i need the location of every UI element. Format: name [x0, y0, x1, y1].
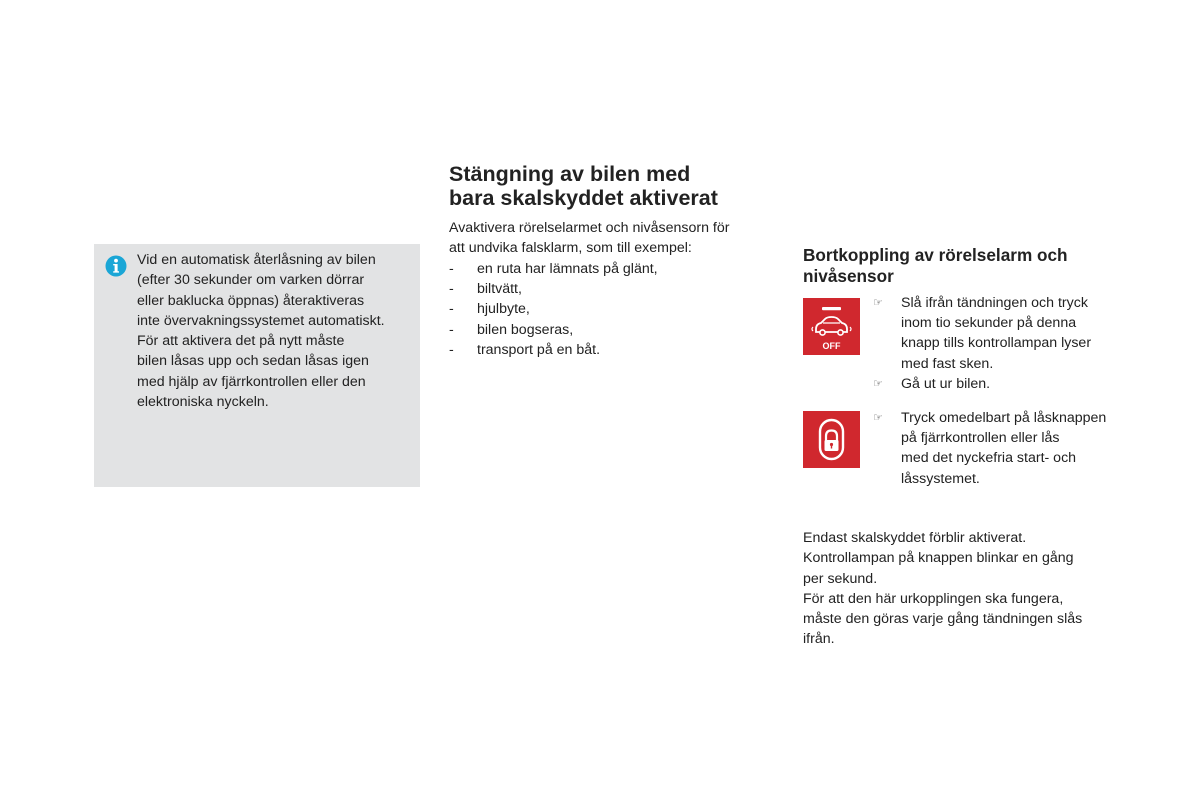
footer-line: För att den här urkopplingen ska fungera,: [803, 590, 1064, 607]
info-line: elektroniska nyckeln.: [137, 394, 269, 411]
step-line: Gå ut ur bilen.: [901, 375, 991, 392]
info-box: [94, 244, 420, 487]
step-line: inom tio sekunder på denna: [901, 315, 1077, 332]
list-item-text: biltvätt,: [477, 281, 522, 298]
pointing-hand-icon: ☞: [873, 412, 883, 424]
info-line: Vid en automatisk återlåsning av bilen: [137, 252, 376, 268]
step-line: med fast sken.: [901, 355, 994, 372]
intro-line: att undvika falsklarm, som till exempel:: [449, 240, 692, 257]
closing-intro: [449, 218, 769, 259]
off-label: OFF: [822, 341, 841, 351]
pointing-hand-icon: ☞: [873, 297, 883, 309]
section-title-closing: [449, 162, 779, 210]
info-line: inte övervakningssystemet automatiskt.: [137, 312, 385, 329]
section-title-disable: [803, 245, 1143, 286]
list-item-text: hjulbyte,: [477, 301, 530, 318]
info-icon: [105, 255, 127, 277]
step-line: med det nyckefria start- och: [901, 450, 1077, 467]
list-item-text: bilen bogseras,: [477, 321, 574, 338]
footer-line: Endast skalskyddet förblir aktiverat.: [803, 530, 1027, 546]
title-line: Stängning av bilen med: [449, 162, 691, 186]
title-line: bara skalskyddet aktiverat: [449, 186, 718, 210]
example-list: [449, 259, 769, 360]
step-line: på fjärrkontrollen eller lås: [901, 430, 1060, 447]
intro-line: Avaktivera rörelselarmet och nivåsensorn för: [449, 220, 730, 236]
info-text: [137, 250, 415, 412]
list-item: [449, 259, 769, 279]
step-item: [873, 408, 1135, 489]
dash-marker: -: [449, 321, 454, 338]
info-line: För att aktivera det på nytt måste: [137, 333, 345, 350]
list-item-text: en ruta har lämnats på glänt,: [477, 261, 658, 277]
info-line: bilen låsas upp och sedan låsas igen: [137, 353, 369, 370]
step-item: [873, 293, 1135, 374]
step-item: [873, 374, 1135, 394]
list-item: [449, 279, 769, 299]
alarm-off-icon: [803, 298, 860, 355]
dash-marker: -: [449, 261, 454, 277]
disable-footer-text: [803, 528, 1123, 650]
footer-line: ifrån.: [803, 631, 835, 648]
step-line: låssystemet.: [901, 470, 980, 487]
disable-steps: [873, 293, 1135, 394]
list-item: [449, 320, 769, 340]
title-line: nivåsensor: [803, 265, 894, 286]
step-line: knapp tills kontrollampan lyser: [901, 335, 1092, 352]
footer-line: per sekund.: [803, 570, 878, 587]
list-item: [449, 299, 769, 319]
step-line: Slå ifrån tändningen och tryck: [901, 295, 1088, 311]
alarm-off-button-image: [803, 298, 860, 355]
step-line: Tryck omedelbart på låsknappen: [901, 410, 1107, 426]
info-line: med hjälp av fjärrkontrollen eller den: [137, 373, 366, 390]
dash-marker: -: [449, 301, 454, 318]
dash-marker: -: [449, 341, 454, 358]
footer-line: måste den göras varje gång tändningen slås: [803, 611, 1083, 628]
footer-line: Kontrollampan på knappen blinkar en gång: [803, 550, 1074, 567]
list-item-text: transport på en båt.: [477, 341, 601, 358]
lock-button-image: [803, 411, 860, 468]
lock-steps: [873, 408, 1135, 489]
pointing-hand-icon: ☞: [873, 377, 883, 390]
dash-marker: -: [449, 281, 454, 298]
info-line: (efter 30 sekunder om varken dörrar: [137, 272, 365, 289]
list-item: [449, 340, 769, 360]
info-line: eller baklucka öppnas) återaktiveras: [137, 292, 365, 309]
lock-icon: [803, 411, 860, 468]
title-line: Bortkoppling av rörelselarm och: [803, 245, 1068, 265]
